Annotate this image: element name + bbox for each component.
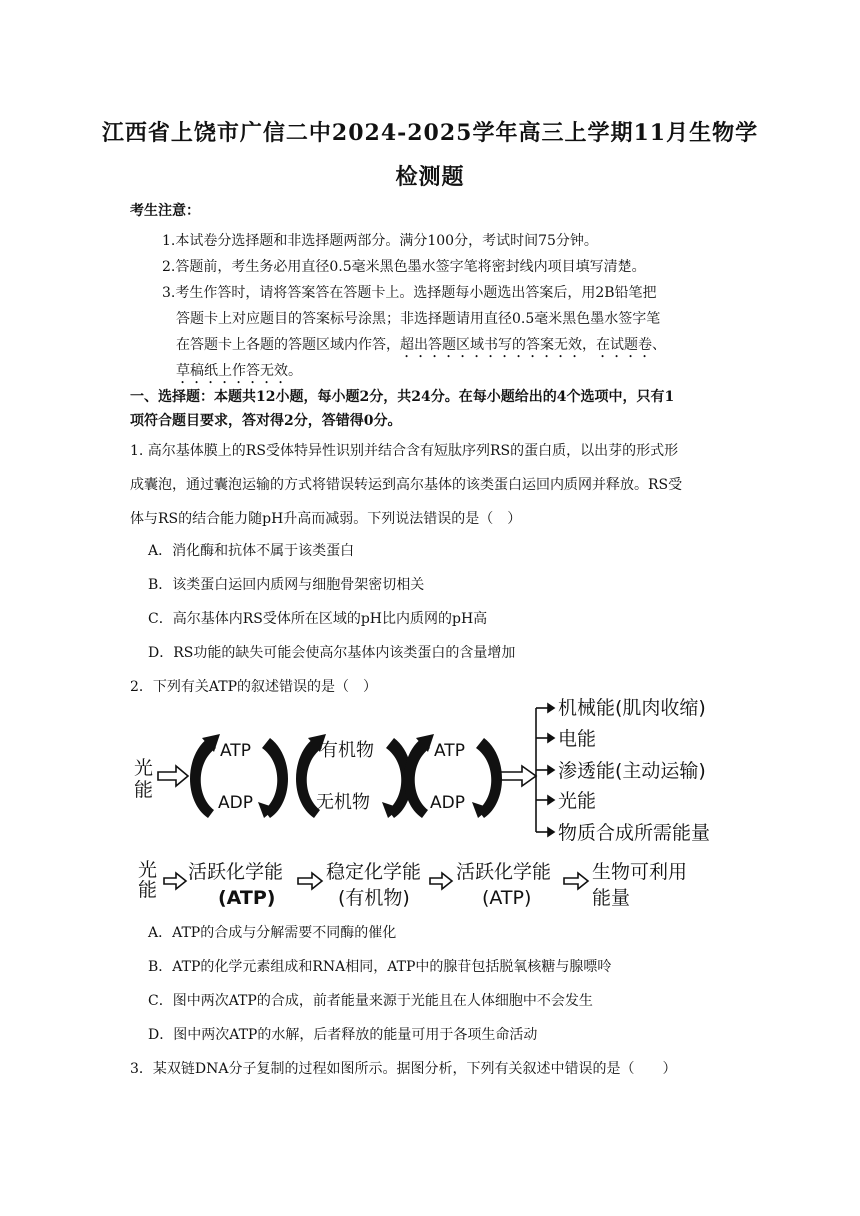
notice-item: 1.本试卷分选择题和非选择题两部分。满分100分，考试时间75分钟。: [162, 233, 598, 249]
energy-use-item: 光能: [558, 790, 597, 812]
q2-option-a: A．ATP的合成与分解需要不同酶的催化: [148, 925, 397, 941]
q2-stem: 2．下列有关ATP的叙述错误的是（ ）: [130, 679, 378, 695]
q1-stem: 1. 高尔基体膜上的RS受体特异性识别并结合含有短肽序列RS的蛋白质，以出芽的形式形: [130, 443, 679, 459]
energy-use-item: 电能: [558, 728, 597, 750]
section-heading-cont: 项符合题目要求，答对得2分，答错得0分。: [130, 413, 402, 429]
atp-cycle-diagram: [130, 692, 730, 852]
flow-step-2-sub: (有机物): [338, 887, 410, 909]
q1-option-b: B．该类蛋白运回内质网与细胞骨架密切相关: [148, 577, 425, 593]
flow-step-4-sub: 能量: [592, 887, 631, 909]
hollow-arrow-icon: [298, 873, 322, 889]
hollow-arrow-icon: [158, 766, 188, 786]
q2-option-c: C．图中两次ATP的合成，前者能量来源于光能且在人体细胞中不会发生: [148, 993, 593, 1009]
notice-emphasis: 超出答题区域书写的答案无效，在试题卷、: [400, 337, 666, 353]
flow-step-1-sub: (ATP): [218, 887, 276, 909]
energy-use-item: 渗透能(主动运输): [558, 760, 706, 782]
hollow-arrow-icon: [564, 873, 588, 889]
notice-text: 在答题卡上各题的答题区域内作答，: [176, 337, 400, 353]
notice-item: 答题卡上对应题目的答案标号涂黑；非选择题请用直径0.5毫米黑色墨水签字笔: [176, 311, 661, 327]
q1-stem: 成囊泡，通过囊泡运输的方式将错误转运到高尔基体的该类蛋白运回内质网并释放。RS受: [130, 477, 683, 493]
adp-label: ADP: [218, 793, 253, 813]
hollow-arrow-icon: [498, 766, 536, 786]
organic-label: 有机物: [320, 740, 374, 761]
q1-option-c: C．高尔基体内RS受体所在区域的pH比内质网的pH高: [148, 611, 488, 627]
notice-item: 草稿纸上作答无效。: [176, 363, 302, 379]
notice-item-part: [176, 334, 666, 361]
curved-arrow-icon: [404, 738, 430, 818]
light-label-1: 光: [138, 859, 158, 881]
exam-title-line1: 江西省上饶市广信二中2024-2025学年高三上学期11月生物学: [101, 120, 759, 146]
light-label-1: 光: [134, 757, 154, 779]
section-heading: 一、选择题：本题共12小题，每小题2分，共24分。在每小题给出的4个选项中，只有1: [130, 389, 675, 405]
flow-step-3: 活跃化学能: [456, 861, 552, 883]
q2-option-d: D．图中两次ATP的水解，后者释放的能量可用于各项生命活动: [148, 1027, 538, 1043]
energy-use-item: 机械能(肌肉收缩): [558, 697, 706, 719]
energy-flow-diagram: [130, 852, 730, 912]
branch-bracket: [536, 704, 554, 836]
adp-label: ADP: [430, 793, 465, 813]
notice-item: 2.答题前，考生务必用直径0.5毫米黑色墨水签字笔将密封线内项目填写清楚。: [162, 259, 646, 275]
atp-label: ATP: [220, 741, 251, 761]
exam-title-line2: 检测题: [395, 164, 465, 190]
atp-label: ATP: [434, 741, 465, 761]
q2-option-b: B．ATP的化学元素组成和RNA相同，ATP中的腺苷包括脱氧核糖与腺嘌呤: [148, 959, 612, 975]
hollow-arrow-icon: [164, 873, 186, 889]
curved-arrow-icon: [190, 738, 216, 818]
light-label-2: 能: [138, 879, 158, 901]
flow-step-3-sub: (ATP): [482, 887, 532, 909]
notice-heading: 考生注意：: [130, 203, 200, 219]
q1-option-a: A．消化酶和抗体不属于该类蛋白: [148, 543, 355, 559]
q1-option-d: D．RS功能的缺失可能会使高尔基体内该类蛋白的含量增加: [148, 645, 516, 661]
inorganic-label: 无机物: [316, 792, 370, 813]
q1-stem: 体与RS的结合能力随pH升高而减弱。下列说法错误的是（ ）: [130, 511, 522, 527]
notice-item: 3.考生作答时，请将答案答在答题卡上。选择题每小题选出答案后，用2B铅笔把: [162, 285, 657, 301]
flow-step-4: 生物可利用: [592, 861, 688, 883]
light-label-2: 能: [134, 779, 154, 801]
hollow-arrow-icon: [430, 873, 452, 889]
energy-use-item: 物质合成所需能量: [558, 822, 711, 844]
q3-stem: 3．某双链DNA分子复制的过程如图所示。据图分析，下列有关叙述中错误的是（ ）: [130, 1061, 677, 1077]
flow-step-2: 稳定化学能: [326, 861, 422, 883]
flow-step-1: 活跃化学能: [188, 861, 284, 883]
